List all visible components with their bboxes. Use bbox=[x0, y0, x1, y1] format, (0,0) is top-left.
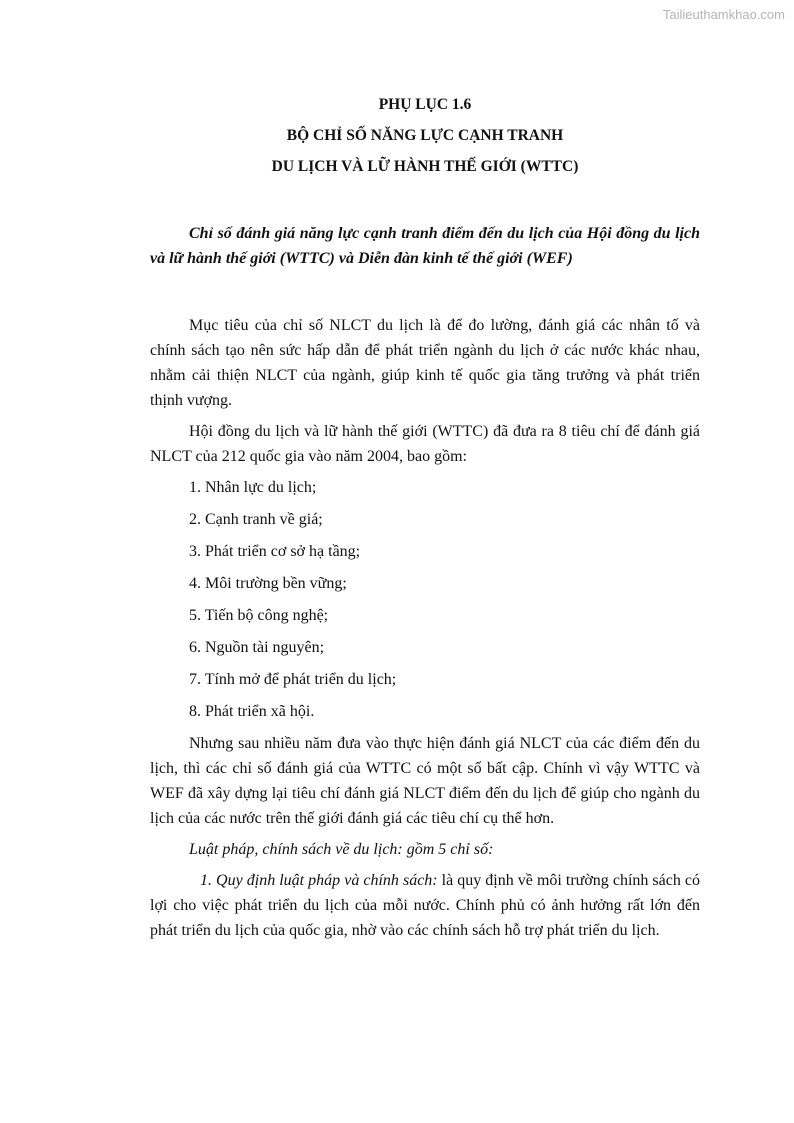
paragraph-regulation bbox=[150, 868, 700, 943]
section-subtitle: Chỉ số đánh giá năng lực cạnh tranh điểm đến du lịch của Hội đồng du lịch và lữ hành thế giới (WTTC) và Diễn đàn kinh tế thế giới (WEF) bbox=[150, 225, 700, 267]
law-policy-heading: Luật pháp, chính sách về du lịch: gồm 5 chỉ số: bbox=[189, 841, 494, 858]
criteria-item: 5. Tiến bộ công nghệ; bbox=[189, 607, 329, 624]
document-body bbox=[150, 221, 700, 943]
regulation-text: là quy định về môi trường chính sách có lợi cho việc phát triển du lịch của mỗi nước. Chính phủ có ảnh hưởng rất lớn đến phát triển du lịch của quốc gia, nhờ vào các chính sách hỗ trợ phát triển du lịch. bbox=[150, 872, 701, 939]
criteria-item: 1. Nhân lực du lịch; bbox=[189, 479, 317, 496]
criteria-item: 2. Cạnh tranh về giá; bbox=[189, 511, 323, 528]
watermark: Tailieuthamkhao.com bbox=[662, 7, 785, 22]
criteria-item: 3. Phát triển cơ sở hạ tầng; bbox=[189, 543, 361, 560]
page-heading bbox=[150, 94, 700, 187]
criteria-item: 6. Nguồn tài nguyên; bbox=[189, 639, 325, 656]
heading-line-2: BỘ CHỈ SỐ NĂNG LỰC CẠNH TRANH bbox=[286, 127, 564, 144]
criteria-item: 8. Phát triển xã hội. bbox=[189, 703, 315, 720]
regulation-lead: 1. Quy định luật pháp và chính sách: bbox=[200, 872, 442, 889]
paragraph-limitations: Nhưng sau nhiều năm đưa vào thực hiện đánh giá NLCT của các điểm đến du lịch, thì các chỉ số đánh giá của WTTC có một số bất cập. Chính vì vậy WTTC và WEF đã xây dựng lại tiêu chí đánh giá NLCT điểm đến du lịch để giúp cho ngành du lịch của các nước trên thế giới đánh giá các tiêu chí cụ thể hơn. bbox=[150, 735, 700, 827]
criteria-item: 7. Tính mở để phát triển du lịch; bbox=[189, 671, 397, 688]
criteria-item: 4. Môi trường bền vững; bbox=[189, 575, 347, 592]
heading-line-3: DU LỊCH VÀ LỮ HÀNH THẾ GIỚI (WTTC) bbox=[271, 158, 579, 175]
appendix-title: PHỤ LỤC 1.6 bbox=[378, 96, 472, 113]
paragraph-wttc-intro: Hội đồng du lịch và lữ hành thế giới (WTTC) đã đưa ra 8 tiêu chí để đánh giá NLCT của 212 quốc gia vào năm 2004, bao gồm: bbox=[150, 423, 700, 465]
paragraph-objective: Mục tiêu của chỉ số NLCT du lịch là để đo lường, đánh giá các nhân tố và chính sách tạo nên sức hấp dẫn để phát triển ngành du lịch ở các nước khác nhau, nhằm cải thiện NLCT của ngành, giúp kinh tế quốc gia tăng trưởng và phát triển thịnh vượng. bbox=[150, 317, 700, 409]
